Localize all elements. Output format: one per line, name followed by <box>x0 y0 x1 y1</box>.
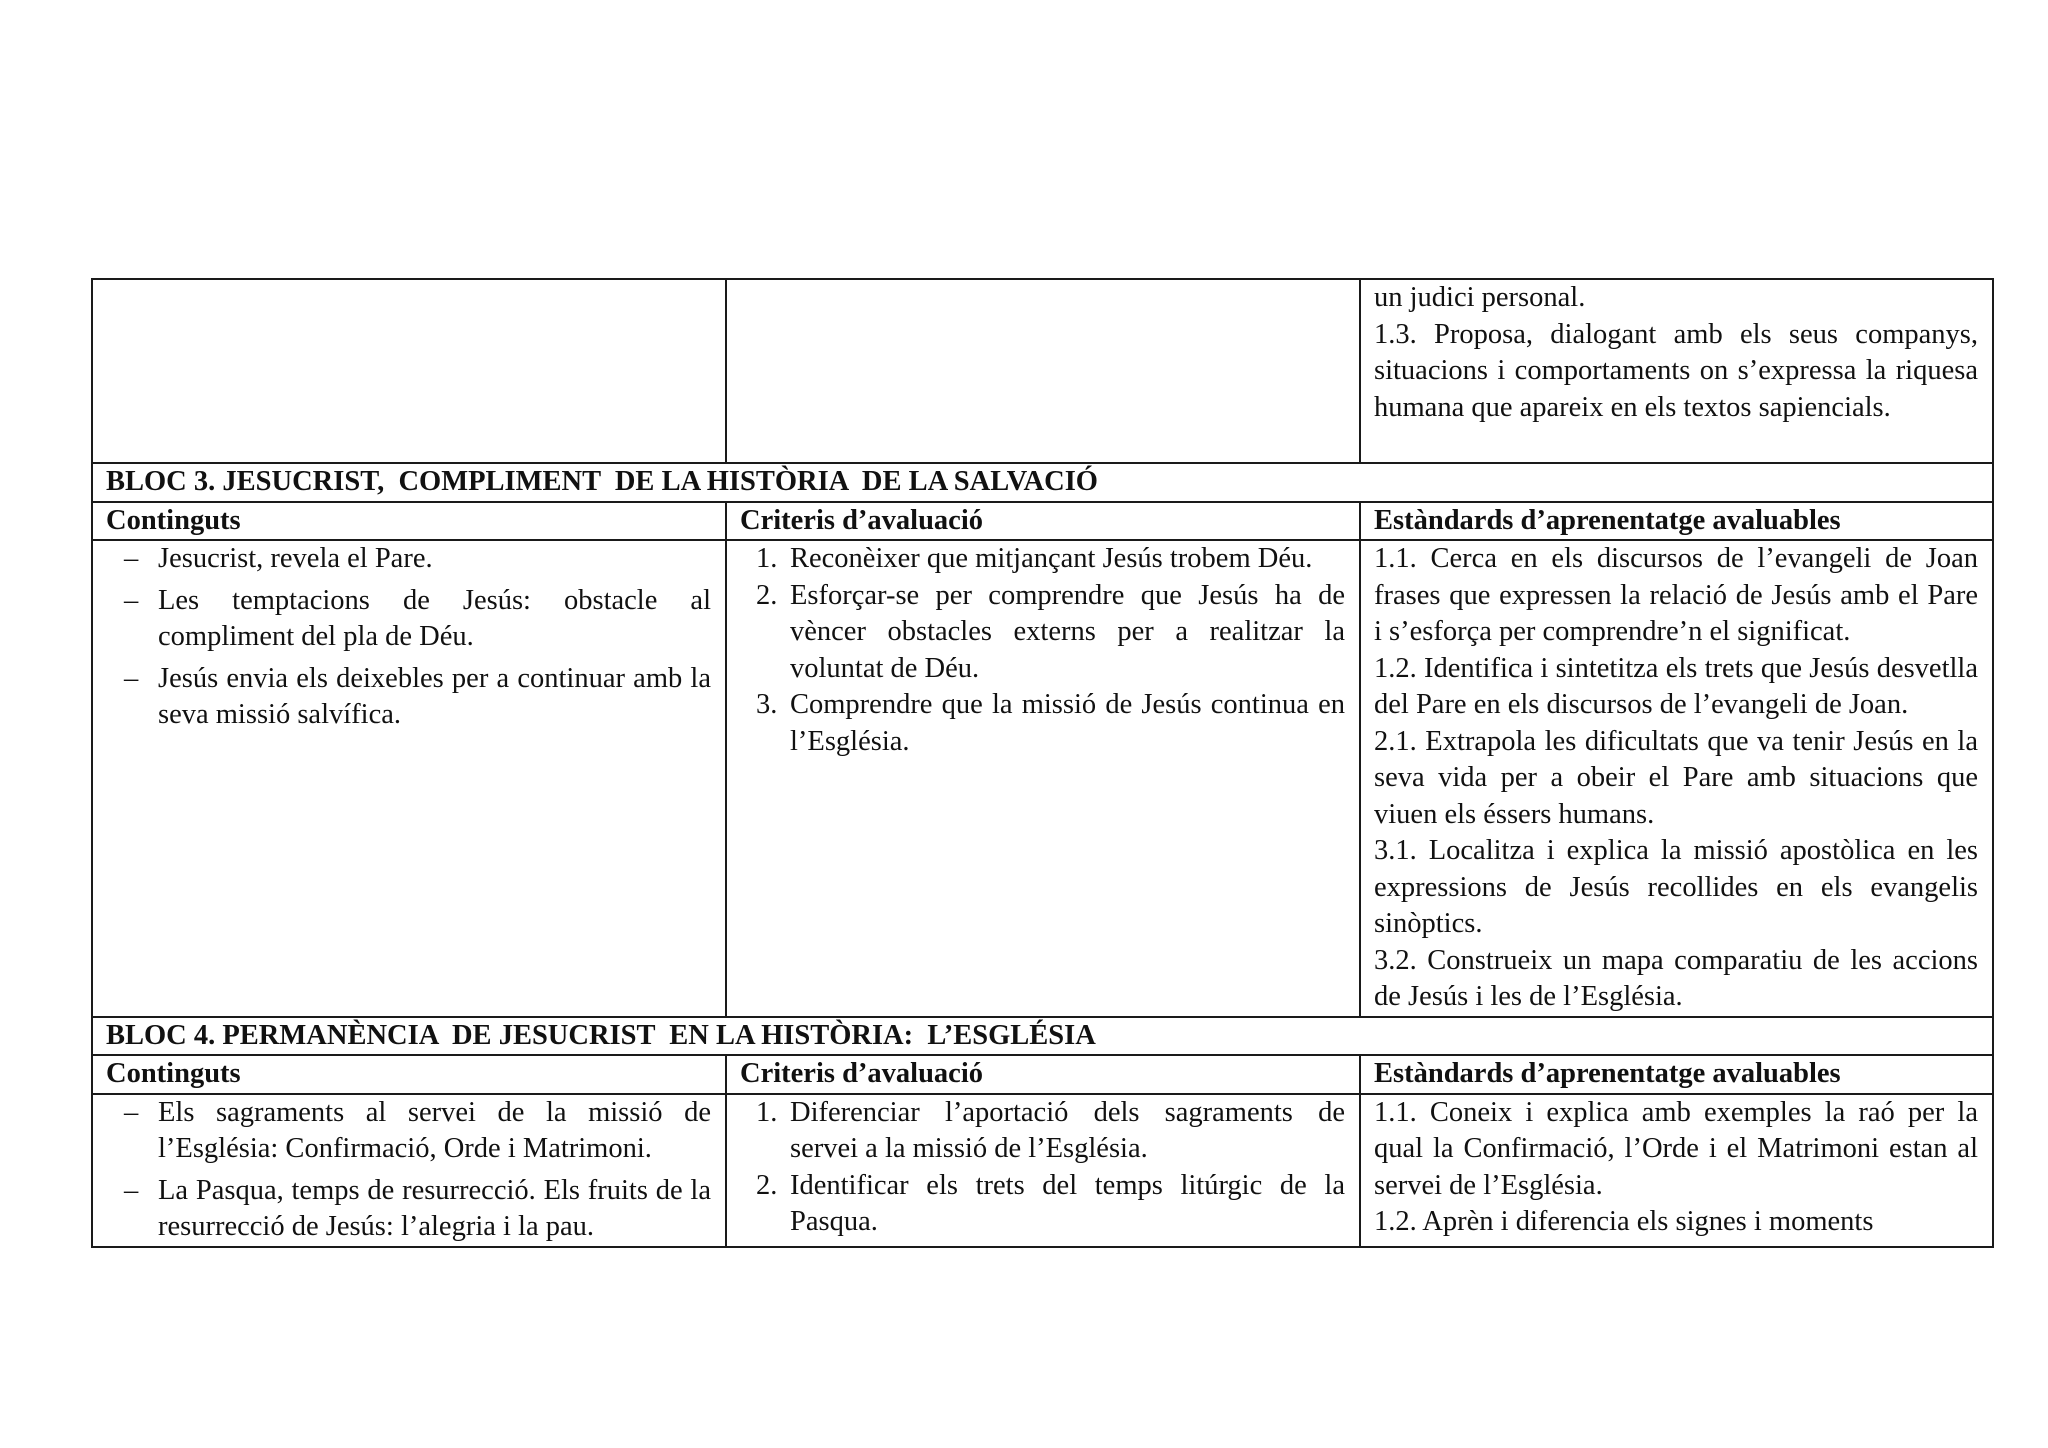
bloc4-standards-cell <box>1360 1094 1993 1247</box>
criterion-item <box>756 578 1345 688</box>
bloc4-title: BLOC 4. PERMANÈNCIA DE JESUCRIST EN LA HISTÒRIA: L’ESGLÉSIA <box>92 1017 1993 1056</box>
criterion-number: 3. <box>756 689 778 720</box>
content-item: – Les temptacions de Jesús: obstacle al compliment del pla de Déu. <box>158 583 711 656</box>
content-item: – Els sagraments al servei de la missió de l’Església: Confirmació, Orde i Matrimoni. <box>158 1095 711 1168</box>
criterion-item <box>756 1095 1345 1168</box>
criterion-text: Reconèixer que mitjançant Jesús trobem Déu. <box>790 543 1313 574</box>
criterion-item <box>756 687 1345 760</box>
criterion-number: 1. <box>756 1096 778 1128</box>
criteria-header: Criteris d’avaluació <box>726 502 1360 541</box>
criterion-text: Comprendre que la missió de Jesús continua en l’Església. <box>790 689 1345 757</box>
bloc4-contents-cell <box>92 1094 726 1247</box>
content-item: – Jesucrist, revela el Pare. <box>158 541 711 578</box>
bloc3-title-row <box>92 463 1993 502</box>
standards-header: Estàndards d’aprenentatge avaluables <box>1360 1055 1993 1094</box>
standard-item: 1.1. Cerca en els discursos de l’evangeli de Joan frases que expressen la relació de Jesús amb el Pare i s’esforça per comprendre’n el significat. <box>1374 543 1978 647</box>
curriculum-table <box>91 278 1994 1248</box>
continuation-standards-cell <box>1360 279 1993 463</box>
criterion-text: Esforçar-se per comprendre que Jesús ha de vèncer obstacles externs per a realitzar la voluntat de Déu. <box>790 579 1345 684</box>
standard-item: 1.2. Aprèn i diferencia els signes i moments <box>1374 1206 1874 1237</box>
standard-item: 2.1. Extrapola les dificultats que va tenir Jesús en la seva vida per a obeir el Pare amb situacions que viuen els éssers humans. <box>1374 725 1978 830</box>
criterion-number: 2. <box>756 579 778 611</box>
bloc3-title: BLOC 3. JESUCRIST, COMPLIMENT DE LA HISTÒRIA DE LA SALVACIÓ <box>92 463 1993 502</box>
standard-item: un judici personal. <box>1374 282 1586 313</box>
contents-header: Continguts <box>92 1055 726 1094</box>
content-item: – Jesús envia els deixebles per a continuar amb la seva missió salvífica. <box>158 661 711 734</box>
bloc3-contents-list <box>106 541 711 734</box>
standard-item: 1.1. Coneix i explica amb exemples la raó per la qual la Confirmació, l’Orde i el Matrimoni estan al servei de l’Església. <box>1374 1096 1978 1201</box>
bloc4-header-row <box>92 1055 1993 1094</box>
criterion-number: 1. <box>756 543 778 574</box>
criterion-item <box>756 1168 1345 1241</box>
bloc4-body-row <box>92 1094 1993 1247</box>
continuation-contents-cell <box>92 279 726 463</box>
bloc3-header-row <box>92 502 1993 541</box>
continuation-row <box>92 279 1993 463</box>
standard-item: 3.2. Construeix un mapa comparatiu de les accions de Jesús i les de l’Església. <box>1374 944 1978 1012</box>
criterion-item <box>756 541 1345 578</box>
standards-header: Estàndards d’aprenentatge avaluables <box>1360 502 1993 541</box>
bloc4-title-row <box>92 1017 1993 1056</box>
standard-item: 3.1. Localitza i explica la missió apostòlica en les expressions de Jesús recollides en els evangelis sinòptics. <box>1374 835 1978 939</box>
bloc3-criteria-list <box>740 541 1345 760</box>
bloc4-contents-list <box>106 1095 711 1246</box>
standard-item: 1.2. Identifica i sintetitza els trets que Jesús desvetlla del Pare en els discursos de l’evangeli de Joan. <box>1374 652 1978 720</box>
bloc3-criteria-cell <box>726 540 1360 1017</box>
contents-header: Continguts <box>92 502 726 541</box>
content-item: – La Pasqua, temps de resurrecció. Els fruits de la resurrecció de Jesús: l’alegria i la pau. <box>158 1173 711 1246</box>
criterion-number: 2. <box>756 1169 778 1201</box>
continuation-criteria-cell <box>726 279 1360 463</box>
bloc3-body-row <box>92 540 1993 1017</box>
criterion-text: Diferenciar l’aportació dels sagraments de servei a la missió de l’Església. <box>790 1096 1345 1164</box>
bloc3-standards-cell <box>1360 540 1993 1017</box>
criteria-header: Criteris d’avaluació <box>726 1055 1360 1094</box>
bloc3-contents-cell <box>92 540 726 1017</box>
criterion-text: Identificar els trets del temps litúrgic de la Pasqua. <box>790 1169 1345 1237</box>
bloc4-criteria-list <box>740 1095 1345 1241</box>
bloc4-criteria-cell <box>726 1094 1360 1247</box>
standard-item: 1.3. Proposa, dialogant amb els seus companys, situacions i comportaments on s’expressa la riquesa humana que apareix en els textos sapiencials. <box>1374 318 1978 423</box>
